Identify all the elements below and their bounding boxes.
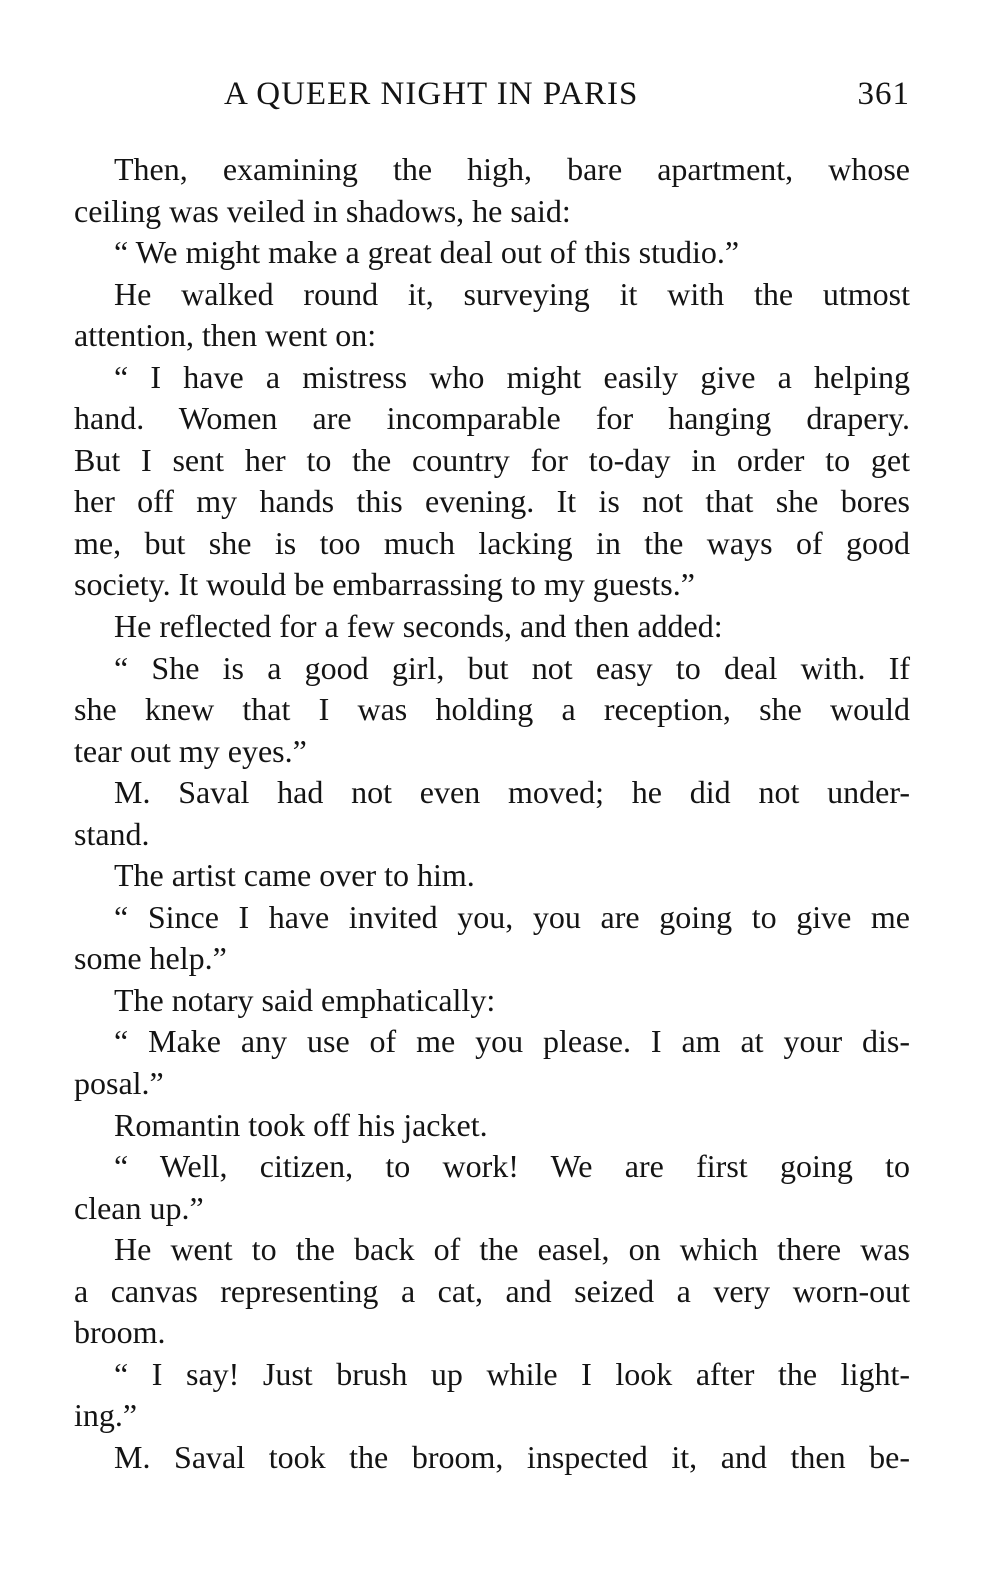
text-line: broom. — [74, 1314, 166, 1351]
text-line: stand. — [74, 815, 150, 852]
text-line: she knew that I was holding a reception, she would — [74, 691, 910, 728]
running-head — [74, 76, 910, 120]
text-line: me, but she is too much lacking in the ways of good — [74, 524, 910, 561]
text-line: Then, examining the high, bare apartment, whose — [114, 151, 910, 187]
text-line: some help.” — [74, 940, 227, 977]
text-line: her off my hands this evening. It is not that she bores — [74, 483, 910, 520]
text-line: hand. Women are incomparable for hanging drapery. — [74, 400, 910, 437]
text-line: Romantin took off his jacket. — [114, 1106, 488, 1143]
page-number: 361 — [857, 76, 910, 112]
text-line: “ She is a good girl, but not easy to deal with. If — [114, 649, 910, 686]
text-line: He went to the back of the easel, on which there was — [114, 1231, 910, 1268]
text-line: “ Since I have invited you, you are going to give me — [114, 898, 910, 935]
text-line: M. Saval took the broom, inspected it, and then be- — [114, 1438, 910, 1475]
running-title: A QUEER NIGHT IN PARIS — [224, 76, 639, 112]
text-line: clean up.” — [74, 1189, 204, 1226]
text-line: ceiling was veiled in shadows, he said: — [74, 192, 571, 229]
text-line: attention, then went on: — [74, 317, 377, 354]
text-line: a canvas representing a cat, and seized a very worn-out — [74, 1272, 910, 1309]
text-line: tear out my eyes.” — [74, 732, 307, 769]
text-line: He reflected for a few seconds, and then added: — [114, 608, 723, 645]
text-line: The notary said emphatically: — [114, 981, 496, 1018]
text-line: “ Well, citizen, to work! We are first going to — [114, 1148, 910, 1185]
text-line: posal.” — [74, 1065, 164, 1102]
text-line: “ Make any use of me you please. I am at your dis- — [114, 1023, 910, 1060]
text-line: But I sent her to the country for to-day in order to get — [74, 441, 910, 478]
text-line: He walked round it, surveying it with the utmost — [114, 275, 910, 312]
text-line: M. Saval had not even moved; he did not under- — [114, 774, 910, 811]
text-line: “ I have a mistress who might easily give a helping — [114, 358, 910, 395]
text-line: The artist came over to him. — [114, 857, 475, 894]
text-line: “ We might make a great deal out of this studio.” — [114, 234, 740, 271]
text-line: ing.” — [74, 1397, 138, 1434]
text-line: society. It would be embarrassing to my guests.” — [74, 566, 695, 603]
text-line: “ I say! Just brush up while I look after the light- — [114, 1355, 910, 1392]
body-text — [74, 149, 910, 1479]
